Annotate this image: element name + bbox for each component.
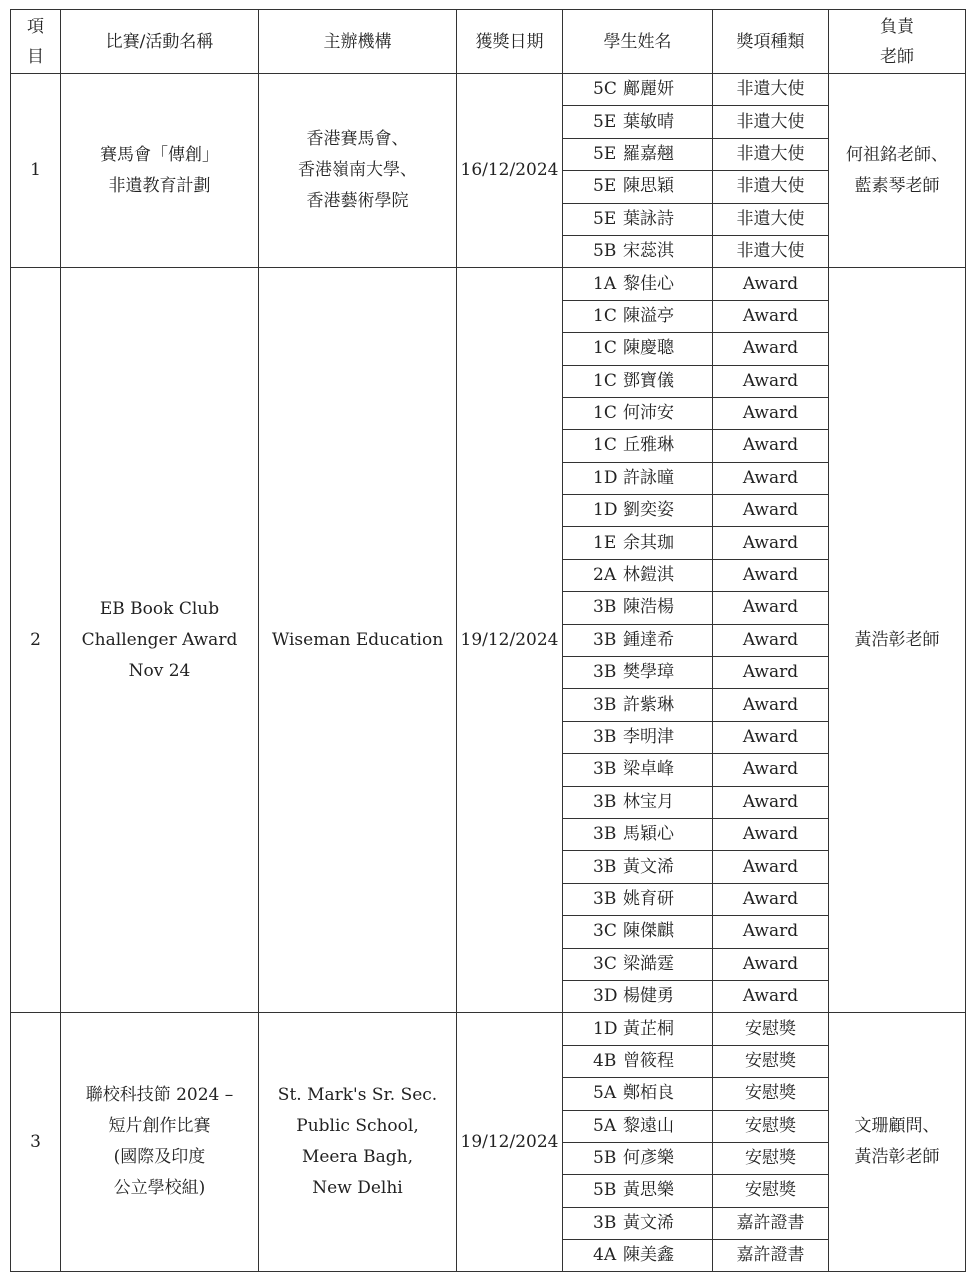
student-class: 3B (593, 662, 617, 683)
student-name: 陳美鑫 (623, 1245, 674, 1266)
event-name (61, 74, 259, 268)
student-name: 林鎧淇 (623, 565, 674, 586)
student-class: 1C (593, 370, 617, 391)
student-class: 5E (593, 143, 617, 164)
event-name-line: (國際及印度 (113, 1147, 206, 1168)
award-type: 非遺大使 (713, 203, 829, 235)
student-class: 1C (593, 305, 617, 326)
student-cell (563, 268, 713, 300)
student-cell (563, 592, 713, 624)
student-cell (563, 657, 713, 689)
student-class: 3B (593, 888, 617, 909)
student-name: 何沛安 (623, 403, 674, 424)
student-class: 5A (593, 1115, 617, 1136)
award-type: 嘉許證書 (713, 1207, 829, 1239)
student-class: 1C (593, 403, 617, 424)
award-type: 非遺大使 (713, 106, 829, 138)
awards-table (10, 9, 966, 1272)
student-class: 5B (593, 1148, 617, 1169)
student-cell (563, 786, 713, 818)
student-name: 余其珈 (623, 532, 674, 553)
award-type: Award (713, 818, 829, 850)
student-class: 1D (593, 500, 618, 521)
student-cell (563, 430, 713, 462)
header-award: 獎項種類 (713, 10, 829, 74)
award-type: 安慰獎 (713, 1045, 829, 1077)
student-cell (563, 106, 713, 138)
organizer-line: New Delhi (312, 1178, 403, 1199)
event-name-line: 賽馬會「傳創」 (100, 144, 219, 165)
student-class: 3B (593, 597, 617, 618)
student-name: 楊健勇 (623, 986, 674, 1007)
award-type: 非遺大使 (713, 171, 829, 203)
student-class: 1C (593, 338, 617, 359)
student-name: 曾筱程 (623, 1050, 674, 1071)
student-class: 3B (593, 791, 617, 812)
organizer-line: St. Mark's Sr. Sec. (277, 1085, 438, 1106)
award-type: Award (713, 657, 829, 689)
student-cell (563, 365, 713, 397)
student-class: 5A (593, 1083, 617, 1104)
award-type: Award (713, 397, 829, 429)
student-name: 林宝月 (623, 791, 674, 812)
student-cell (563, 1045, 713, 1077)
student-name: 鄺麗妍 (623, 79, 674, 100)
student-name: 樊學璋 (623, 662, 674, 683)
organizer-line: Public School, (296, 1116, 419, 1137)
student-cell (563, 818, 713, 850)
student-name: 黃芷桐 (623, 1018, 674, 1039)
event-name-line: 短片創作比賽 (108, 1116, 211, 1137)
student-class: 1D (593, 1018, 618, 1039)
student-class: 3D (593, 986, 618, 1007)
header-event: 比賽/活動名稱 (61, 10, 259, 74)
student-cell (563, 397, 713, 429)
header-organizer: 主辦機構 (259, 10, 457, 74)
student-class: 5B (593, 241, 617, 262)
organizer-line: 香港賽馬會、 (306, 129, 409, 150)
award-type: Award (713, 786, 829, 818)
student-cell (563, 1013, 713, 1045)
award-type: Award (713, 462, 829, 494)
teacher-line: 藍素琴老師 (854, 175, 940, 196)
award-type: Award (713, 754, 829, 786)
award-type: 安慰獎 (713, 1110, 829, 1142)
student-cell (563, 300, 713, 332)
award-type: Award (713, 689, 829, 721)
student-cell (563, 1110, 713, 1142)
teacher (829, 268, 966, 1013)
student-name: 黃文浠 (623, 1212, 674, 1233)
header-item-line: 項 (27, 16, 44, 37)
student-class: 3B (593, 824, 617, 845)
student-class: 1A (593, 273, 617, 294)
student-cell (563, 74, 713, 106)
student-cell (563, 171, 713, 203)
header-teacher-line: 老師 (880, 46, 914, 67)
award-type: Award (713, 916, 829, 948)
student-name: 宋蕊淇 (623, 241, 674, 262)
student-class: 1D (593, 467, 618, 488)
table-body (11, 74, 966, 1272)
header-item-line: 目 (27, 46, 44, 67)
student-name: 陳浩楊 (623, 597, 674, 618)
student-name: 馬穎心 (623, 824, 674, 845)
student-class: 5B (593, 1180, 617, 1201)
student-cell (563, 721, 713, 753)
student-class: 5C (593, 79, 617, 100)
student-cell (563, 235, 713, 267)
student-class: 3B (593, 759, 617, 780)
award-type: 安慰獎 (713, 1175, 829, 1207)
header-teacher (829, 10, 966, 74)
header-item (11, 10, 61, 74)
student-name: 陳傑麒 (623, 921, 674, 942)
item-number: 1 (11, 74, 61, 268)
student-cell (563, 495, 713, 527)
student-name: 黃思樂 (623, 1180, 674, 1201)
table-row (11, 268, 966, 300)
student-cell (563, 883, 713, 915)
award-date: 19/12/2024 (457, 268, 563, 1013)
award-type: Award (713, 721, 829, 753)
student-name: 姚育研 (623, 888, 674, 909)
student-cell (563, 980, 713, 1012)
award-type: 安慰獎 (713, 1078, 829, 1110)
award-type: Award (713, 495, 829, 527)
award-type: 安慰獎 (713, 1142, 829, 1174)
student-name: 陳溢亭 (623, 305, 674, 326)
student-class: 4A (593, 1245, 617, 1266)
award-type: Award (713, 527, 829, 559)
student-name: 陳思穎 (623, 176, 674, 197)
award-type: Award (713, 592, 829, 624)
table-row (11, 74, 966, 106)
header-row (11, 10, 966, 74)
award-type: Award (713, 980, 829, 1012)
student-name: 鄭栢良 (623, 1083, 674, 1104)
event-name (61, 1013, 259, 1272)
event-name-line: 非遺教育計劃 (108, 175, 211, 196)
student-class: 3B (593, 629, 617, 650)
organizer-line: Wiseman Education (271, 629, 444, 650)
award-type: 嘉許證書 (713, 1240, 829, 1272)
student-name: 梁澔霆 (623, 953, 674, 974)
student-cell (563, 851, 713, 883)
student-name: 黎遠山 (623, 1115, 674, 1136)
award-date: 16/12/2024 (457, 74, 563, 268)
student-cell (563, 1078, 713, 1110)
student-class: 3B (593, 727, 617, 747)
teacher (829, 74, 966, 268)
student-name: 陳慶聰 (623, 338, 674, 359)
organizer (259, 268, 457, 1013)
award-type: 非遺大使 (713, 235, 829, 267)
student-cell (563, 333, 713, 365)
table-row (11, 1013, 966, 1045)
student-name: 黃文浠 (623, 856, 674, 877)
student-class: 4B (593, 1050, 617, 1071)
student-name: 鄧寶儀 (623, 370, 674, 391)
teacher-line: 黃浩彰老師 (854, 1147, 940, 1168)
student-class: 5E (593, 176, 617, 197)
award-type: 非遺大使 (713, 138, 829, 170)
event-name-line: Nov 24 (128, 660, 191, 681)
event-name (61, 268, 259, 1013)
student-class: 3C (593, 921, 617, 942)
student-name: 羅嘉翹 (623, 143, 674, 164)
award-date: 19/12/2024 (457, 1013, 563, 1272)
student-class: 3B (593, 856, 617, 877)
award-type: Award (713, 365, 829, 397)
event-name-line: 公立學校組) (113, 1178, 206, 1199)
award-type: Award (713, 333, 829, 365)
award-type: 安慰獎 (713, 1013, 829, 1045)
student-cell (563, 689, 713, 721)
student-class: 3B (593, 1212, 617, 1233)
event-name-line: EB Book Club (99, 598, 220, 619)
teacher (829, 1013, 966, 1272)
student-name: 梁卓峰 (623, 759, 674, 780)
student-cell (563, 559, 713, 591)
student-class: 2A (593, 565, 617, 586)
student-class: 1C (593, 435, 617, 456)
organizer-line: Meera Bagh, (301, 1147, 414, 1168)
student-cell (563, 754, 713, 786)
award-type: Award (713, 268, 829, 300)
award-type: 非遺大使 (713, 74, 829, 106)
award-type: Award (713, 624, 829, 656)
student-name: 李明津 (623, 727, 674, 747)
student-name: 劉奕姿 (623, 500, 674, 521)
student-class: 1E (593, 532, 617, 553)
award-type: Award (713, 300, 829, 332)
student-name: 丘雅琳 (623, 435, 674, 456)
student-cell (563, 1142, 713, 1174)
student-name: 葉詠詩 (623, 208, 674, 229)
student-name: 鍾達希 (623, 629, 674, 650)
teacher-line: 黃浩彰老師 (854, 629, 940, 650)
teacher-line: 何祖銘老師、 (846, 144, 948, 165)
student-name: 許紫琳 (623, 694, 674, 715)
student-class: 5E (593, 111, 617, 132)
student-cell (563, 138, 713, 170)
student-cell (563, 203, 713, 235)
award-type: Award (713, 883, 829, 915)
award-type: Award (713, 559, 829, 591)
student-name: 葉敏晴 (623, 111, 674, 132)
award-type: Award (713, 948, 829, 980)
award-type: Award (713, 430, 829, 462)
student-cell (563, 916, 713, 948)
student-name: 黎佳心 (623, 273, 674, 294)
student-cell (563, 1175, 713, 1207)
student-class: 5E (593, 208, 617, 229)
organizer (259, 74, 457, 268)
student-cell (563, 1240, 713, 1272)
student-cell (563, 462, 713, 494)
header-teacher-line: 負責 (880, 16, 914, 37)
student-name: 何彥樂 (623, 1148, 674, 1169)
student-class: 3B (593, 694, 617, 715)
organizer-line: 香港嶺南大學、 (298, 160, 417, 181)
student-cell (563, 1207, 713, 1239)
header-date: 獲獎日期 (457, 10, 563, 74)
student-class: 3C (593, 953, 617, 974)
event-name-line: Challenger Award (81, 629, 238, 650)
item-number: 3 (11, 1013, 61, 1272)
teacher-line: 文珊顧問、 (854, 1116, 940, 1137)
header-student: 學生姓名 (563, 10, 713, 74)
organizer (259, 1013, 457, 1272)
student-name: 許詠曈 (623, 467, 674, 488)
item-number: 2 (11, 268, 61, 1013)
student-cell (563, 624, 713, 656)
organizer-line: 香港藝術學院 (306, 191, 409, 212)
event-name-line: 聯校科技節 2024 – (85, 1085, 234, 1106)
award-type: Award (713, 851, 829, 883)
student-cell (563, 948, 713, 980)
student-cell (563, 527, 713, 559)
